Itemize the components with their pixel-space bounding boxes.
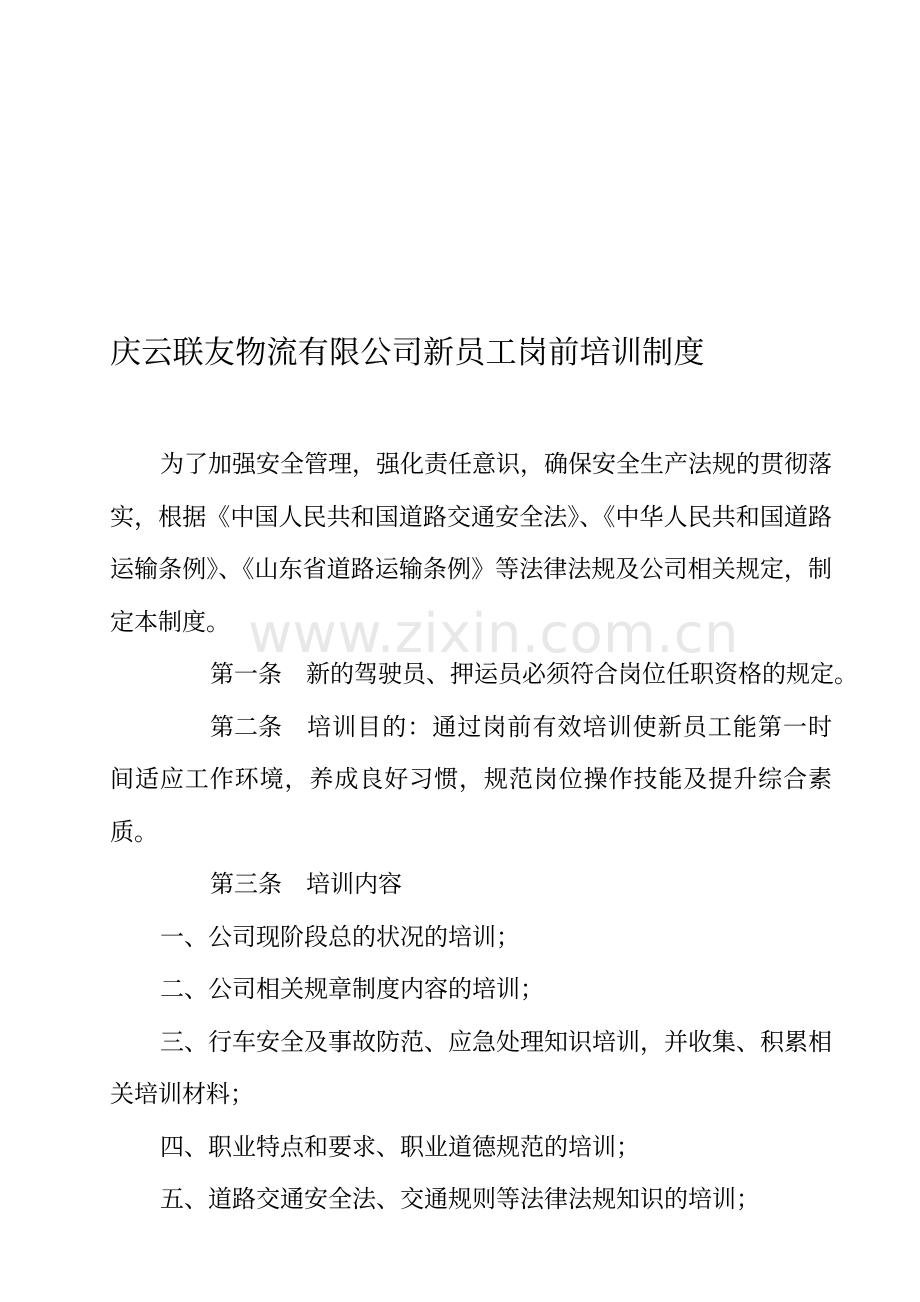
content-item-1: 一、公司现阶段总的状况的培训； xyxy=(160,922,520,951)
article-2-number: 第二条 xyxy=(210,712,282,741)
article-1-number: 第一条 xyxy=(210,660,282,688)
article-2-text: 培训目的：通过岗前有效培训使新员工能第一时间适应工作环境，养成良好习惯，规范岗位操作技能及提升综合素质。 xyxy=(110,712,832,846)
content-item-5: 五、道路交通安全法、交通规则等法律法规知识的培训； xyxy=(160,1185,760,1213)
article-2 xyxy=(110,701,832,859)
document-title: 庆云联友物流有限公司新员工岗前培训制度 xyxy=(110,335,705,371)
content-item-4: 四、职业特点和要求、职业道德规范的培训； xyxy=(160,1132,640,1161)
content-item-3: 三、行车安全及事故防范、应急处理知识培训，并收集、积累相关培训材料； xyxy=(110,1027,832,1108)
watermark-text: www.zixin.com.cn xyxy=(248,602,739,665)
article-3-number: 第三条 xyxy=(210,870,282,898)
article-1-text: 新的驾驶员、押运员必须符合岗位任职资格的规定。 xyxy=(306,660,858,688)
article-1 xyxy=(110,648,858,701)
intro-paragraph: 为了加强安全管理，强化责任意识，确保安全生产法规的贯彻落实，根据《中国人民共和国道路交通安全法》、《中华人民共和国道路运输条例》、《山东省道路运输条例》等法律法规及公司相关规定，制定本制度。 xyxy=(110,450,832,636)
article-3 xyxy=(110,858,832,911)
document-body xyxy=(110,438,858,1226)
article-3-text: 培训内容 xyxy=(306,870,402,898)
content-item-2: 二、公司相关规章制度内容的培训； xyxy=(160,975,544,1003)
